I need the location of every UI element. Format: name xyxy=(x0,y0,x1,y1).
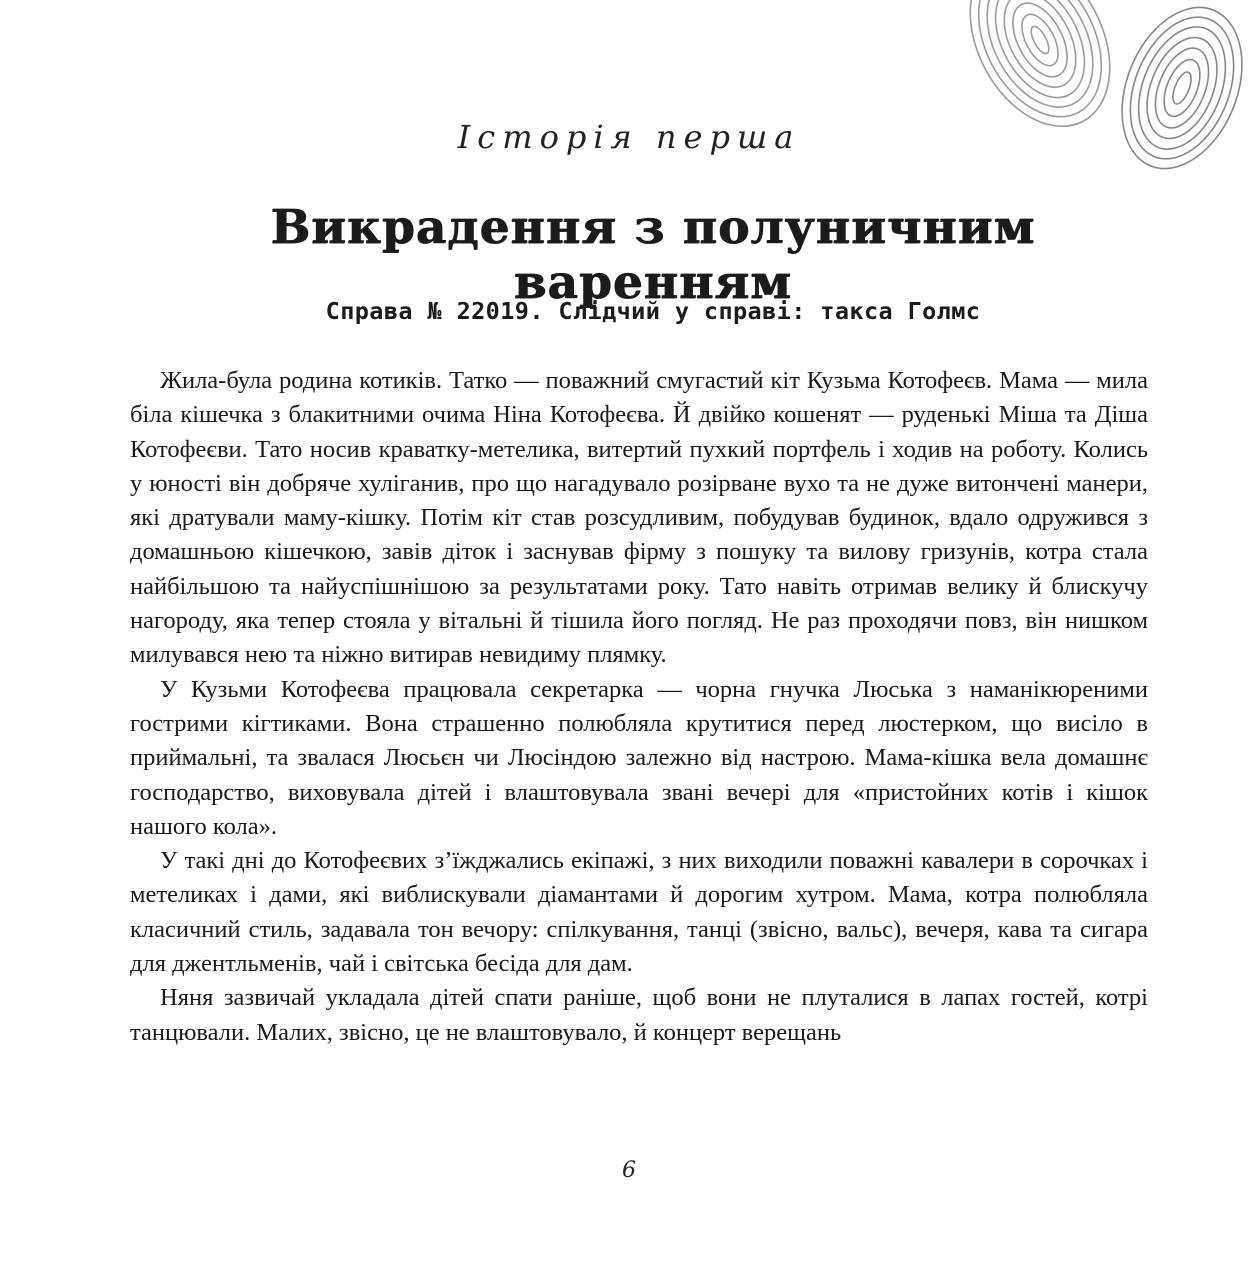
page-number: 6 xyxy=(622,1158,636,1183)
chapter-label: Історія перша xyxy=(457,118,801,156)
paragraph-2: У Кузьми Котофеєва працювала секретарка — чорна гнучка Люська з наманікюреними гострими кігтиками. Вона страшенно полюбляла крутитися перед люстерком, що висіло в приймальні, та звалася Люсьєн чи Люсіндою залежно від настрою. Мама-кішка вела домашнє господарство, виховувала дітей і влаштовувала звані вечері для «пристойних котів і кішок нашого кола». xyxy=(130,675,1148,840)
story-title: Викрадення з полуничним варенням xyxy=(270,200,1036,310)
paragraph-3: У такі дні до Котофеєвих з’їжджались екіпажі, з них виходили поважні кавалери в сорочках і метеликах і дами, які виблискували діамантами й дорогим хутром. Мама, котра полюбляла класичний стиль, задавала тон вечору: спілкування, танці (звісно, вальс), вечеря, кава та сигара для джентльменів, чай і світська бесіда для дам. xyxy=(130,847,1148,978)
paragraph-1: Жила-була родина котиків. Татко — поважний смугастий кіт Кузьма Котофеєв. Мама — мила біла кішечка з блакитними очима Ніна Котофеєва. Й двійко кошенят — руденькі Міша та Діша Котофеєви. Тато носив краватку-метелика, витертий пухкий портфель і ходив на роботу. Колись у юності він добряче хуліганив, про що нагадувало розірване вухо та не дуже витончені манери, які дратували маму-кішку. Потім кіт став розсудливим, побудував будинок, вдало одружився з домашньою кішечкою, завів діток і заснував фірму з пошуку та вилову гризунів, котра стала найбільшою та найуспішнішою за результатами року. Тато навіть отримав велику й блискучу нагороду, яка тепер стояла у вітальні й тішила його погляд. Не раз проходячи повз, він нишком милувався нею та ніжно витирав невидиму плямку. xyxy=(130,367,1148,669)
body-text xyxy=(130,364,1148,1050)
paragraph-4: Няня зазвичай укладала дітей спати раніше, щоб вони не плуталися в лапах гостей, котрі танцювали. Малих, звісно, це не влаштовувало, й концерт верещань xyxy=(130,984,1148,1046)
case-subtitle: Справа № 22019. Слідчий у справі: такса Голмс xyxy=(325,297,981,325)
